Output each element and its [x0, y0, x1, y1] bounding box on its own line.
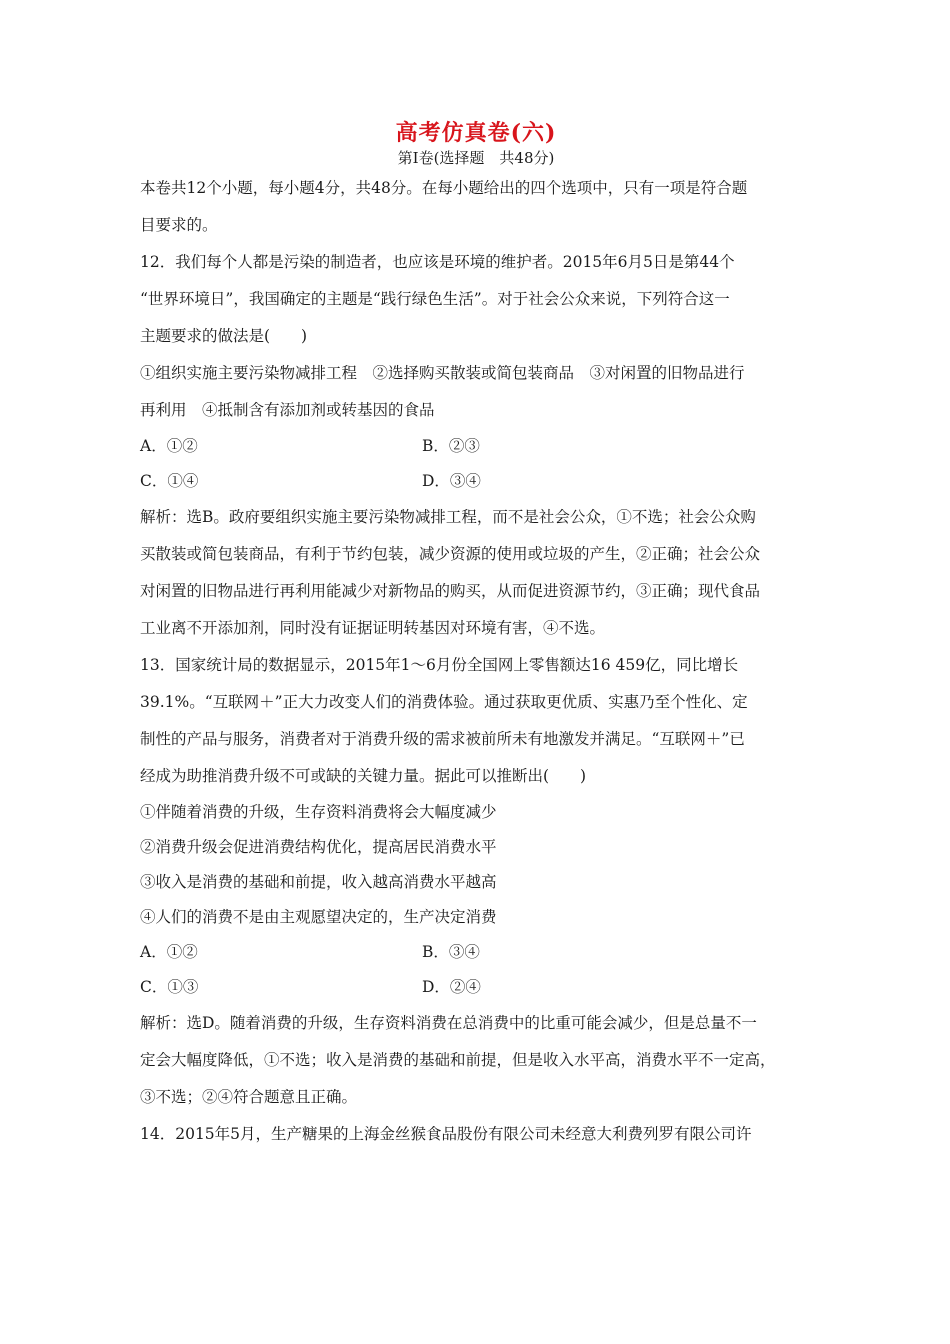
page-title: 高考仿真卷(六)	[395, 120, 557, 146]
question-stem-line: 制性的产品与服务，消费者对于消费升级的需求被前所未有地激发并满足。“互联网＋”已	[140, 730, 745, 748]
analysis-line: 解析：选B。政府要组织实施主要污染物减排工程，而不是社会公众，①不选；社会公众购	[140, 508, 756, 526]
question-stem-line: 经成为助推消费升级不可或缺的关键力量。据此可以推断出( )	[140, 767, 587, 785]
instruction-line: 目要求的。	[140, 216, 218, 234]
option-b: B．③④	[422, 943, 480, 961]
question-stem-line: “世界环境日”，我国确定的主题是“践行绿色生活”。对于社会公众来说，下列符合这一	[140, 290, 730, 308]
question-stem-line: 主题要求的做法是( )	[140, 327, 308, 345]
options-row	[140, 935, 812, 970]
option-c: C．①④	[140, 472, 199, 490]
question-stem-line: 13．国家统计局的数据显示，2015年1～6月份全国网上零售额达16 459亿，同比增长	[140, 656, 739, 674]
analysis-line: ③不选；②④符合题意且正确。	[140, 1088, 358, 1106]
analysis-line: 对闲置的旧物品进行再利用能减少对新物品的购买，从而促进资源节约，③正确；现代食品	[140, 582, 761, 600]
question-13	[140, 647, 812, 1116]
analysis-line: 解析：选D。随着消费的升级，生存资料消费在总消费中的比重可能会减少，但是总量不一	[140, 1014, 757, 1032]
statement-line: ③收入是消费的基础和前提，收入越高消费水平越高	[140, 873, 497, 891]
analysis-line: 工业离不开添加剂，同时没有证据证明转基因对环境有害，④不选。	[140, 619, 606, 637]
option-b: B．②③	[422, 437, 480, 455]
analysis-line: 买散装或简包装商品，有利于节约包装，减少资源的使用或垃圾的产生，②正确；社会公众	[140, 545, 761, 563]
instructions	[140, 170, 812, 244]
question-stem-line: 12．我们每个人都是污染的制造者，也应该是环境的维护者。2015年6月5日是第44个	[140, 253, 735, 271]
section-subtitle: 第Ⅰ卷(选择题 共48分)	[397, 149, 555, 167]
question-stem-line: 14．2015年5月，生产糖果的上海金丝猴食品股份有限公司未经意大利费列罗有限公司许	[140, 1125, 752, 1143]
instruction-line: 本卷共12个小题，每小题4分，共48分。在每小题给出的四个选项中，只有一项是符合题	[140, 179, 748, 197]
option-d: D．③④	[422, 472, 481, 490]
option-d: D．②④	[422, 978, 481, 996]
options-row	[140, 429, 812, 464]
options-row	[140, 970, 812, 1005]
statement-line: ④人们的消费不是由主观愿望决定的，生产决定消费	[140, 908, 497, 926]
statement-line: 再利用 ④抵制含有添加剂或转基因的食品	[140, 401, 435, 419]
option-a: A．①②	[140, 437, 198, 455]
exam-page	[140, 118, 812, 1153]
statement-line: ①伴随着消费的升级，生存资料消费将会大幅度减少	[140, 803, 497, 821]
option-a: A．①②	[140, 943, 198, 961]
statement-line: ②消费升级会促进消费结构优化，提高居民消费水平	[140, 838, 497, 856]
question-stem-line: 39.1%。“互联网＋”正大力改变人们的消费体验。通过获取更优质、实惠乃至个性化、定	[140, 693, 748, 711]
question-12	[140, 244, 812, 647]
option-c: C．①③	[140, 978, 199, 996]
question-14	[140, 1116, 812, 1153]
statement-line: ①组织实施主要污染物减排工程 ②选择购买散装或简包装商品 ③对闲置的旧物品进行	[140, 364, 745, 382]
analysis-line: 定会大幅度降低，①不选；收入是消费的基础和前提，但是收入水平高，消费水平不一定高，	[140, 1051, 776, 1069]
options-row	[140, 464, 812, 499]
